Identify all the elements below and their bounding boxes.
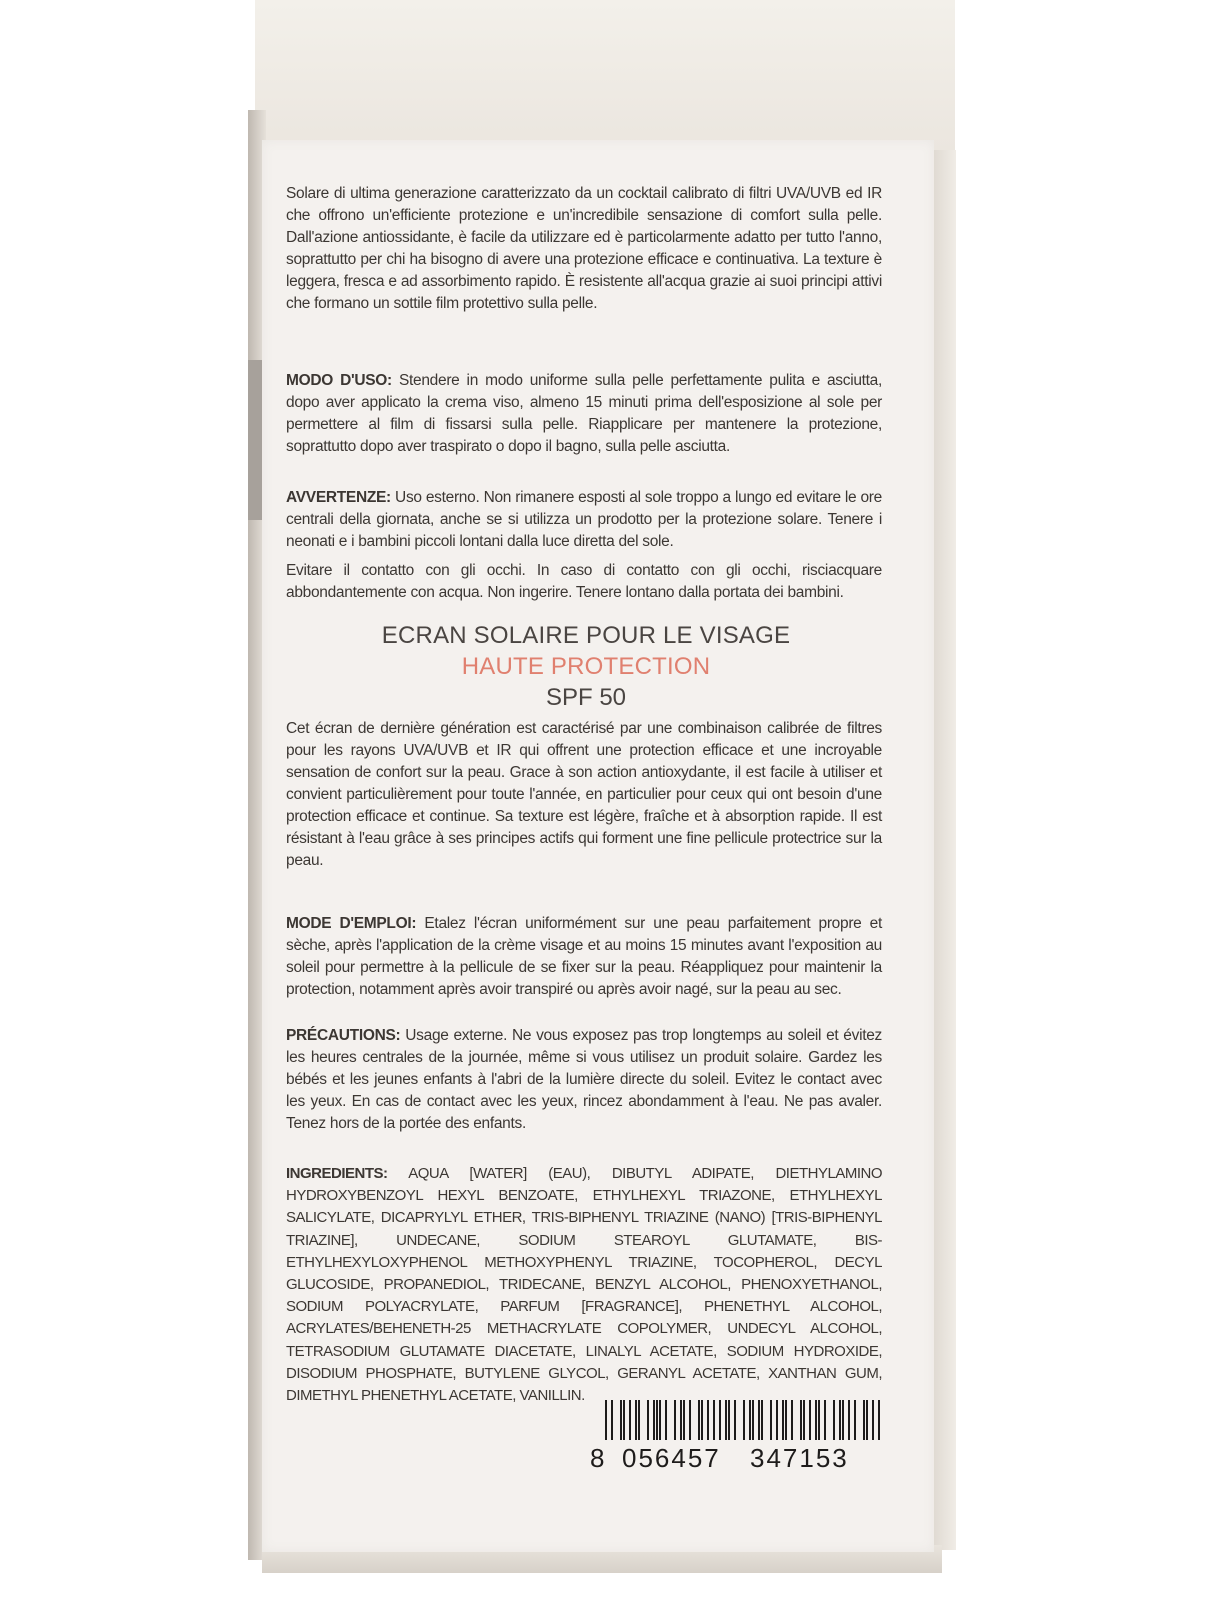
barcode-bar [842,1400,844,1442]
barcode-group-1: 056457 [622,1443,721,1473]
barcode-bar [683,1400,685,1442]
italian-warnings-label: AVVERTENZE: [286,489,391,506]
french-usage-text: Etalez l'écran uniformément sur une peau parfaitement propre et sèche, après l'application de la crème visage et au moins 15 minutes avant l'exposition au soleil pour permettre à la pellicule de se fixer sur la peau. Réappliquez pour maintenir la protection, notamment après avoir transpiré ou après avoir nagé, sur la peau au sec. [286,915,882,998]
barcode-bar [809,1400,811,1442]
barcode-bar [623,1400,625,1442]
barcode-bar [848,1400,850,1442]
box-top-flap [255,0,955,150]
barcode-bar [635,1400,637,1442]
barcode-group-2: 347153 [750,1443,849,1473]
barcode-bar [674,1400,676,1442]
french-precautions-text: Usage externe. Ne vous exposez pas trop longtemps au soleil et évitez les heures centrales de la journée, même si vous utilisez un produit solaire. Gardez les bébés et les jeunes enfants à l'abri de la lumière directe du soleil. Evitez le contact avec les yeux. En cas de contact avec les yeux, rincez abondamment à l'eau. Ne pas avaler. Tenez hors de la portée des enfants. [286,1027,882,1132]
barcode-bar [659,1400,661,1442]
barcode-bar [815,1400,817,1442]
barcode-bar [785,1400,787,1442]
barcode-bar [749,1400,751,1442]
italian-warnings [286,487,882,553]
french-title: ECRAN SOLAIRE POUR LE VISAGE [381,622,791,649]
barcode-bar [719,1400,721,1442]
french-subtitle: HAUTE PROTECTION [461,653,711,680]
barcode-bar [803,1400,805,1442]
barcode-bar [728,1400,730,1442]
italian-warnings-text: Uso esterno. Non rimanere esposti al sole troppo a lungo ed evitare le ore centrali della giornata, anche se si utilizza un prodotto per la protezione solare. Tenere i neonati e i bambini piccoli lontani dalla luce diretta del sole. [286,489,882,550]
french-title-block [286,620,886,713]
ingredients [286,1163,882,1407]
french-description: Cet écran de dernière génération est caractérisé par une combinaison calibrée de filtres pour les rayons UVA/UVB et IR qui offrent une protection efficace et une incroyable sensation de confort sur la peau. Grace à son action antioxydante, il est facile à utiliser et convient particulièrement pour toute l'année, en particulier pour ceux qui ont besoin d'une protection efficace et continue. Sa texture est légère, fraîche et à absorption rapide. Il est résistant à l'eau grâce à ses principes actifs qui forment une fine pellicule protectrice sur la peau. [286,720,882,869]
barcode-bar [629,1400,631,1442]
barcode-bar [866,1400,868,1442]
barcode-bar [761,1400,763,1442]
barcode-bar [707,1400,709,1442]
barcode-bar [653,1400,655,1442]
italian-description: Solare di ultima generazione caratterizzato da un cocktail calibrato di filtri UVA/UVB ed IR che offrono un'efficiente protezione e un'incredibile sensazione di comfort sulla pelle. Dall'azione antiossidante, è facile da utilizzare ed è particolarmente adatto per tutto l'anno, soprattutto per chi ha bisogno di avere una protezione efficace e continuativa. La texture è leggera, fresca e ad assorbimento rapido. È resistente all'acqua grazie ai suoi principi attivi che formano un sottile film protettivo sulla pelle. [286,185,882,312]
italian-usage [286,370,882,458]
italian-warnings-2: Evitare il contatto con gli occhi. In caso di contatto con gli occhi, risciacquare abbondantemente con acqua. Non ingerire. Tenere lontano dalla portata dei bambini. [286,562,882,601]
barcode-bar [863,1400,865,1442]
barcode-bar [800,1400,802,1442]
french-precautions [286,1025,882,1135]
barcode-bar [620,1400,622,1442]
barcode-bar [647,1400,649,1442]
barcode-bar [791,1400,793,1442]
barcode-bar [824,1400,826,1442]
ingredients-text: AQUA [WATER] (EAU), DIBUTYL ADIPATE, DIETHYLAMINO HYDROXYBENZOYL HEXYL BENZOATE, ETHYLHEXYL TRIAZONE, ETHYLHEXYL SALICYLATE, DICAPRYLYL ETHER, TRIS-BIPHENYL TRIAZINE (NANO) [TRIS-BIPHENYL TRIAZINE], UNDECANE, SODIUM STEAROYL GLUTAMATE, BIS-ETHYLHEXYLOXYPHENOL METHOXYPHENYL TRIAZINE, TOCOPHEROL, DECYL GLUCOSIDE, PROPANEDIOL, TRIDECANE, BENZYL ALCOHOL, PHENOXYETHANOL, SODIUM POLYACRYLATE, PARFUM [FRAGRANCE], PHENETHYL ALCOHOL, ACRYLATES/BEHENETH-25 METHACRYLATE COPOLYMER, UNDECYL ALCOHOL, TETRASODIUM GLUTAMATE DIACETATE, LINALYL ACETATE, SODIUM HYDROXIDE, DISODIUM PHOSPHATE, BUTYLENE GLYCOL, GERANYL ACETATE, XANTHAN GUM, DIMETHYL PHENETHYL ACETATE, VANILLIN. [286,1165,882,1405]
barcode-number [590,1440,880,1476]
barcode-bar [839,1400,841,1442]
barcode-bar [758,1400,760,1442]
barcode-bar [689,1400,691,1442]
box-left-tab [248,360,262,520]
barcode-bar [776,1400,778,1442]
barcode-bar [854,1400,856,1442]
barcode-bar [680,1400,682,1442]
barcode-bar [656,1400,658,1442]
barcode-bar [752,1400,754,1442]
barcode-bar [818,1400,820,1442]
barcode-bar [725,1400,727,1442]
barcode-bar [638,1400,640,1442]
barcode-bar [698,1400,700,1442]
barcode-bar [770,1400,772,1442]
barcode-bar [665,1400,667,1442]
italian-usage-text: Stendere in modo uniforme sulla pelle perfettamente pulita e asciutta, dopo aver applicato la crema viso, almeno 15 minuti prima dell'esposizione al sole per permettere al film di fissarsi sulla pelle. Riapplicare per mantenere la protezione, soprattutto dopo aver traspirato o dopo il bagno, sulla pelle asciutta. [286,372,882,455]
french-usage [286,913,882,1001]
italian-usage-label: MODO D'USO: [286,372,392,389]
barcode-lead-digit: 8 [590,1443,607,1473]
barcode-bar [713,1400,715,1442]
barcode-bar [782,1400,784,1442]
barcode-bar [701,1400,703,1442]
ingredients-label: INGREDIENTS: [286,1165,388,1182]
barcode-bar [734,1400,736,1442]
spf-label: SPF 50 [545,684,627,711]
barcode-bar [833,1400,835,1442]
french-usage-label: MODE D'EMPLOI: [286,915,417,932]
french-precautions-label: PRÉCAUTIONS: [286,1027,401,1044]
